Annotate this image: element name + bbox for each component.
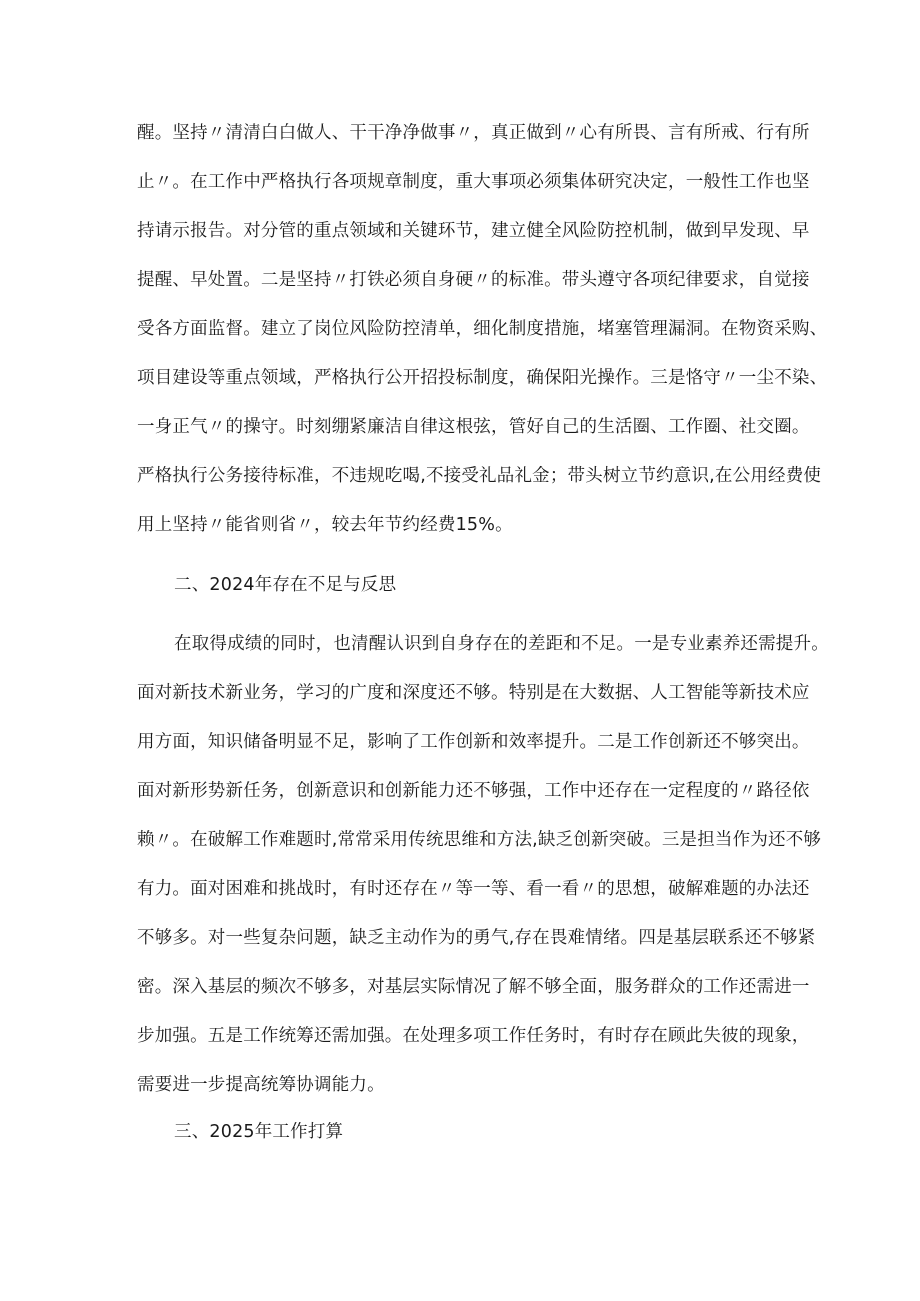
paragraph-line: 不够多。对一些复杂问题，缺乏主动作为的勇气,存在畏难情绪。四是基层联系还不够紧 — [137, 928, 816, 948]
paragraph-line: 用方面，知识储备明显不足，影响了工作创新和效率提升。二是工作创新还不够突出。 — [137, 732, 810, 752]
paragraph-line: 受各方面监督。建立了岗位风险防控清单，细化制度措施，堵塞管理漏洞。在物资采购、 — [137, 319, 828, 339]
paragraph-line: 步加强。五是工作统筹还需加强。在处理多项工作任务时，有时存在顾此失彼的现象， — [137, 1026, 810, 1046]
paragraph-line: 面对新形势新任务，创新意识和创新能力还不够强，工作中还存在一定程度的〃路径依 — [137, 781, 810, 801]
paragraph-line: 提醒、早处置。二是坚持〃打铁必须自身硬〃的标准。带头遵守各项纪律要求，自觉接 — [137, 270, 810, 290]
section-heading: 三、2025年工作打算 — [174, 1122, 344, 1142]
paragraph-line: 赖〃。在破解工作难题时,常常采用传统思维和方法,缺乏创新突破。三是担当作为还不够 — [137, 830, 822, 850]
paragraph-line: 严格执行公务接待标准，不违规吃喝,不接受礼品礼金；带头树立节约意识,在公用经费使 — [137, 466, 822, 486]
paragraph-line: 用上坚持〃能省则省〃，较去年节约经费15%。 — [137, 515, 513, 535]
paragraph-line: 持请示报告。对分管的重点领域和关键环节，建立健全风险防控机制，做到早发现、早 — [137, 221, 810, 241]
paragraph-line: 项目建设等重点领域，严格执行公开招投标制度，确保阳光操作。三是恪守〃一尘不染、 — [137, 368, 828, 388]
section-heading: 二、2024年存在不足与反思 — [174, 575, 397, 595]
paragraph-line: 止〃。在工作中严格执行各项规章制度，重大事项必须集体研究决定，一般性工作也坚 — [137, 172, 810, 192]
paragraph-line: 面对新技术新业务，学习的广度和深度还不够。特别是在大数据、人工智能等新技术应 — [137, 683, 810, 703]
paragraph-line: 醒。坚持〃清清白白做人、干干净净做事〃，真正做到〃心有所畏、言有所戒、行有所 — [137, 123, 810, 143]
paragraph-line: 密。深入基层的频次不够多，对基层实际情况了解不够全面，服务群众的工作还需进一 — [137, 977, 810, 997]
paragraph-line: 需要进一步提高统筹协调能力。 — [137, 1075, 385, 1095]
paragraph-line: 在取得成绩的同时，也清醒认识到自身存在的差距和不足。一是专业素养还需提升。 — [174, 634, 829, 654]
paragraph-line: 一身正气〃的操守。时刻绷紧廉洁自律这根弦，管好自己的生活圈、工作圈、社交圈。 — [137, 417, 810, 437]
paragraph-line: 有力。面对困难和挑战时，有时还存在〃等一等、看一看〃的思想，破解难题的办法还 — [137, 879, 810, 899]
